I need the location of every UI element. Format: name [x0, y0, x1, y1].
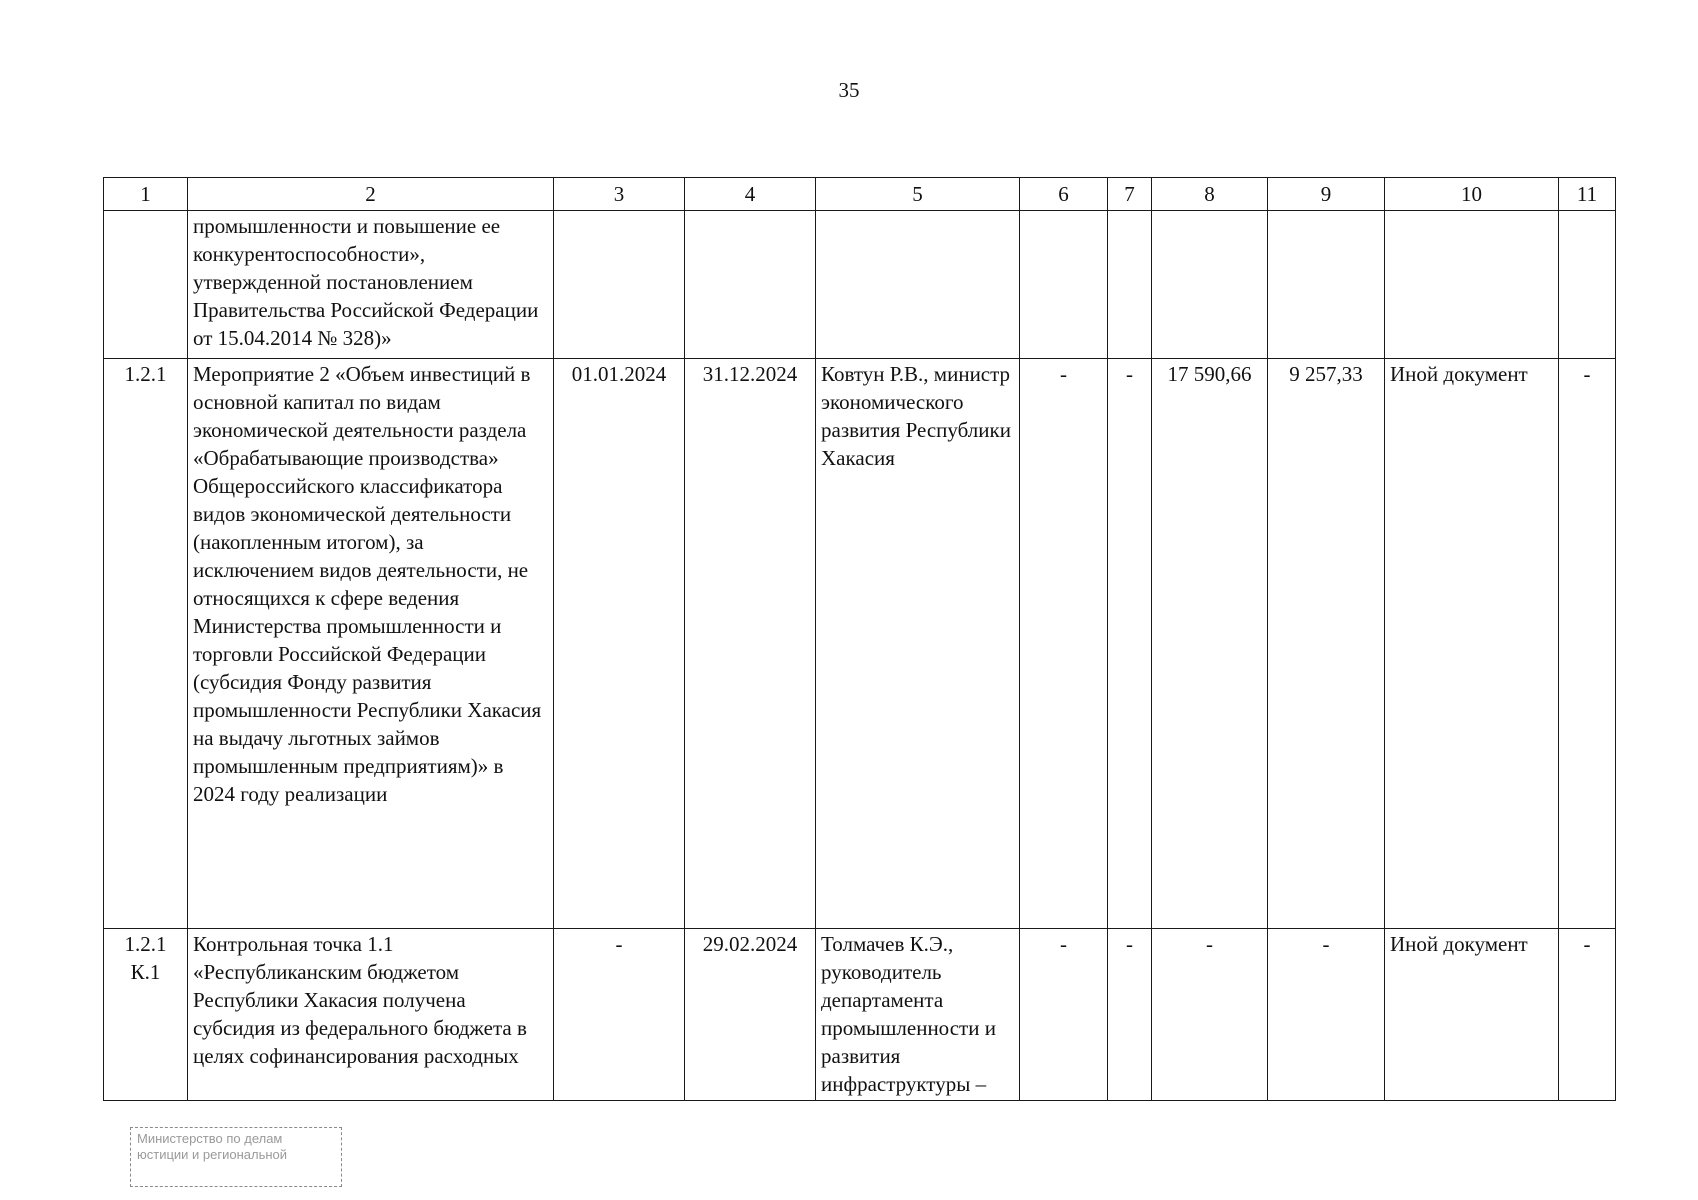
cell-col7: -	[1108, 929, 1152, 1101]
column-header: 5	[816, 178, 1020, 211]
page-number: 35	[838, 78, 860, 102]
document-type: Иной документ	[1385, 929, 1559, 1101]
row-number: 1.2.1 К.1	[104, 929, 188, 1101]
responsible-person	[816, 211, 1020, 359]
table-row	[104, 359, 1616, 929]
start-date: 01.01.2024	[554, 359, 685, 929]
column-header: 9	[1268, 178, 1385, 211]
cell-col7: -	[1108, 359, 1152, 929]
cell-col7	[1108, 211, 1152, 359]
amount-col9: -	[1268, 929, 1385, 1101]
column-header: 4	[685, 178, 816, 211]
column-header: 7	[1108, 178, 1152, 211]
cell-col6	[1020, 211, 1108, 359]
responsible-person: Ковтун Р.В., министр экономического развития Республики Хакасия	[816, 359, 1020, 929]
column-header: 1	[104, 178, 188, 211]
cell-col11: -	[1559, 359, 1616, 929]
row-description: промышленности и повышение ее конкурентоспособности», утвержденной постановлением Правительства Российской Федерации от 15.04.2014 № 328)»	[188, 211, 554, 359]
responsible-person: Толмачев К.Э., руководитель департамента промышленности и развития инфраструктуры –	[816, 929, 1020, 1101]
amount-col9: 9 257,33	[1268, 359, 1385, 929]
column-header: 2	[188, 178, 554, 211]
row-description: Контрольная точка 1.1 «Республиканским бюджетом Республики Хакасия получена субсидия из федерального бюджета в целях софинансирования расходных	[188, 929, 554, 1101]
stamp-line: юстиции и региональной	[137, 1147, 288, 1162]
start-date: -	[554, 929, 685, 1101]
column-header: 6	[1020, 178, 1108, 211]
end-date: 31.12.2024	[685, 359, 816, 929]
document-type: Иной документ	[1385, 359, 1559, 929]
row-description: Мероприятие 2 «Объем инвестиций в основной капитал по видам экономической деятельности раздела «Обрабатывающие производства» Общероссийского классификатора видов экономической деятельности (накопленным итогом), за исключением видов деятельности, не относящихся к сфере ведения Министерства промышленности и торговли Российской Федерации (субсидия Фонду развития промышленности Республики Хакасия на выдачу льготных займов промышленным предприятиям)» в 2024 году реализации	[188, 359, 554, 929]
cell-col6: -	[1020, 929, 1108, 1101]
column-header: 8	[1152, 178, 1268, 211]
cell-col11	[1559, 211, 1616, 359]
start-date	[554, 211, 685, 359]
row-number: 1.2.1	[104, 359, 188, 929]
registration-stamp	[130, 1127, 342, 1187]
column-header: 3	[554, 178, 685, 211]
column-header: 11	[1559, 178, 1616, 211]
cell-col6: -	[1020, 359, 1108, 929]
table-header-row	[104, 178, 1616, 211]
amount-col8: 17 590,66	[1152, 359, 1268, 929]
document-type	[1385, 211, 1559, 359]
table-row	[104, 211, 1616, 359]
amount-col8: -	[1152, 929, 1268, 1101]
end-date: 29.02.2024	[685, 929, 816, 1101]
end-date	[685, 211, 816, 359]
column-header: 10	[1385, 178, 1559, 211]
amount-col8	[1152, 211, 1268, 359]
plan-table	[103, 177, 1616, 1101]
table-row	[104, 929, 1616, 1101]
row-number	[104, 211, 188, 359]
stamp-line: Министерство по делам	[137, 1131, 283, 1146]
amount-col9	[1268, 211, 1385, 359]
cell-col11: -	[1559, 929, 1616, 1101]
